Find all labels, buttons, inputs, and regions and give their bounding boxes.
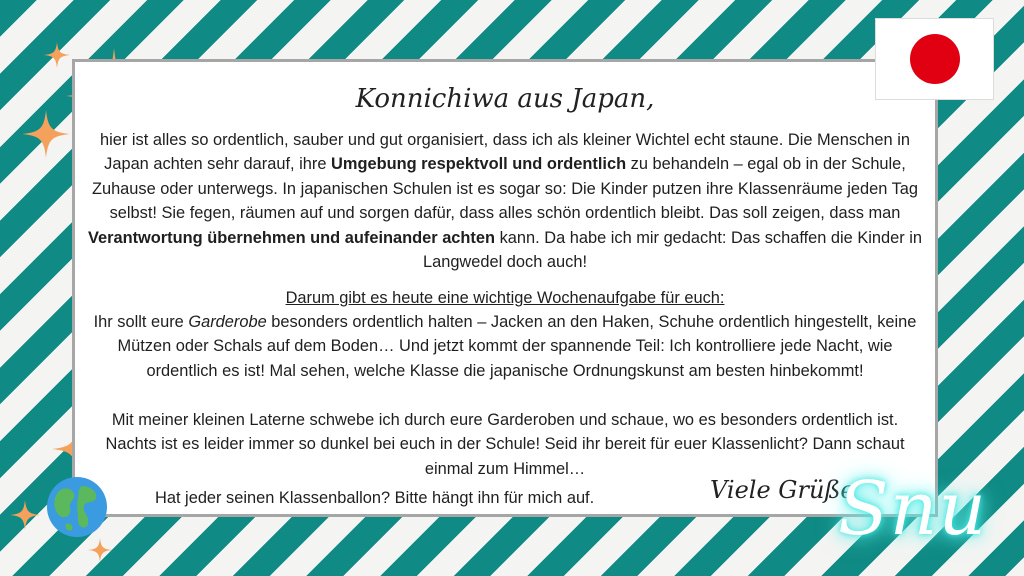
task-italic: Garderobe: [188, 313, 267, 331]
sparkle-icon: [88, 538, 112, 562]
globe-icon: [46, 476, 108, 538]
intro-text-3: kann. Da habe ich mir gedacht: Das schaffen die Kinder in Langwedel doch auch!: [422, 228, 923, 272]
task-text-1: Ihr sollt eure: [93, 313, 189, 331]
intro-bold-1: Umgebung respektvoll und ordentlich: [331, 155, 627, 174]
task-text-2: besonders ordentlich halten – Jacken an den Haken, Schuhe ordentlich hingestellt, keine Mützen oder Schals auf dem Boden… Und jetzt kommt der spannende Teil: Ich kontrolliere jede Nacht, wie ordentlich es ist! Mal sehen, welche Klasse die japanische Ordnungskunst am besten hinbekommt!: [117, 313, 917, 380]
sparkle-icon: [10, 500, 40, 530]
intro-text-2: zu behandeln – egal ob in der Schule, Zuhause oder unterwegs. In japanischen Schulen ist es sogar so: Die Kinder putzen ihre Klassenräume jeden Tag selbst! Sie fegen, räumen auf und sorgen dafür, dass alles schön ordentlich bleibt. Das soll zeigen, dass man: [91, 155, 919, 223]
task-heading: Darum gibt es heute eine wichtige Wochenaufgabe für euch:: [285, 289, 725, 307]
intro-bold-2: Verantwortung übernehmen und aufeinander achten: [87, 228, 496, 247]
intro-paragraph: [83, 128, 927, 274]
task-paragraph: [87, 310, 923, 383]
sparkle-icon: [22, 110, 70, 158]
letter-card: [72, 59, 938, 517]
japan-flag-icon: [875, 18, 994, 100]
greeting-heading: Konnichiwa aus Japan,: [355, 84, 655, 114]
lantern-paragraph: Mit meiner kleinen Laterne schwebe ich durch eure Garderoben und schaue, wo es besonders ordentlich ist. Nachts ist es leider immer so dunkel bei euch in der Schule! Seid ihr bereit für euer Klassenlicht? Dann schaut einmal zum Himmel…: [105, 411, 905, 478]
intro-text-1: hier ist alles so ordentlich, sauber und gut organisiert, dass ich als kleiner Wichtel echt staune. Die Menschen in Japan achten sehr darauf, ihre: [100, 131, 910, 174]
balloon-paragraph: Hat jeder seinen Klassenballon? Bitte hängt ihn für mich auf.: [155, 489, 595, 507]
flag-sun-disc: [910, 34, 960, 84]
sparkle-icon: [44, 42, 70, 68]
signature-text: Snu: [838, 466, 988, 552]
closing-text: Viele Grüße: [710, 476, 855, 504]
